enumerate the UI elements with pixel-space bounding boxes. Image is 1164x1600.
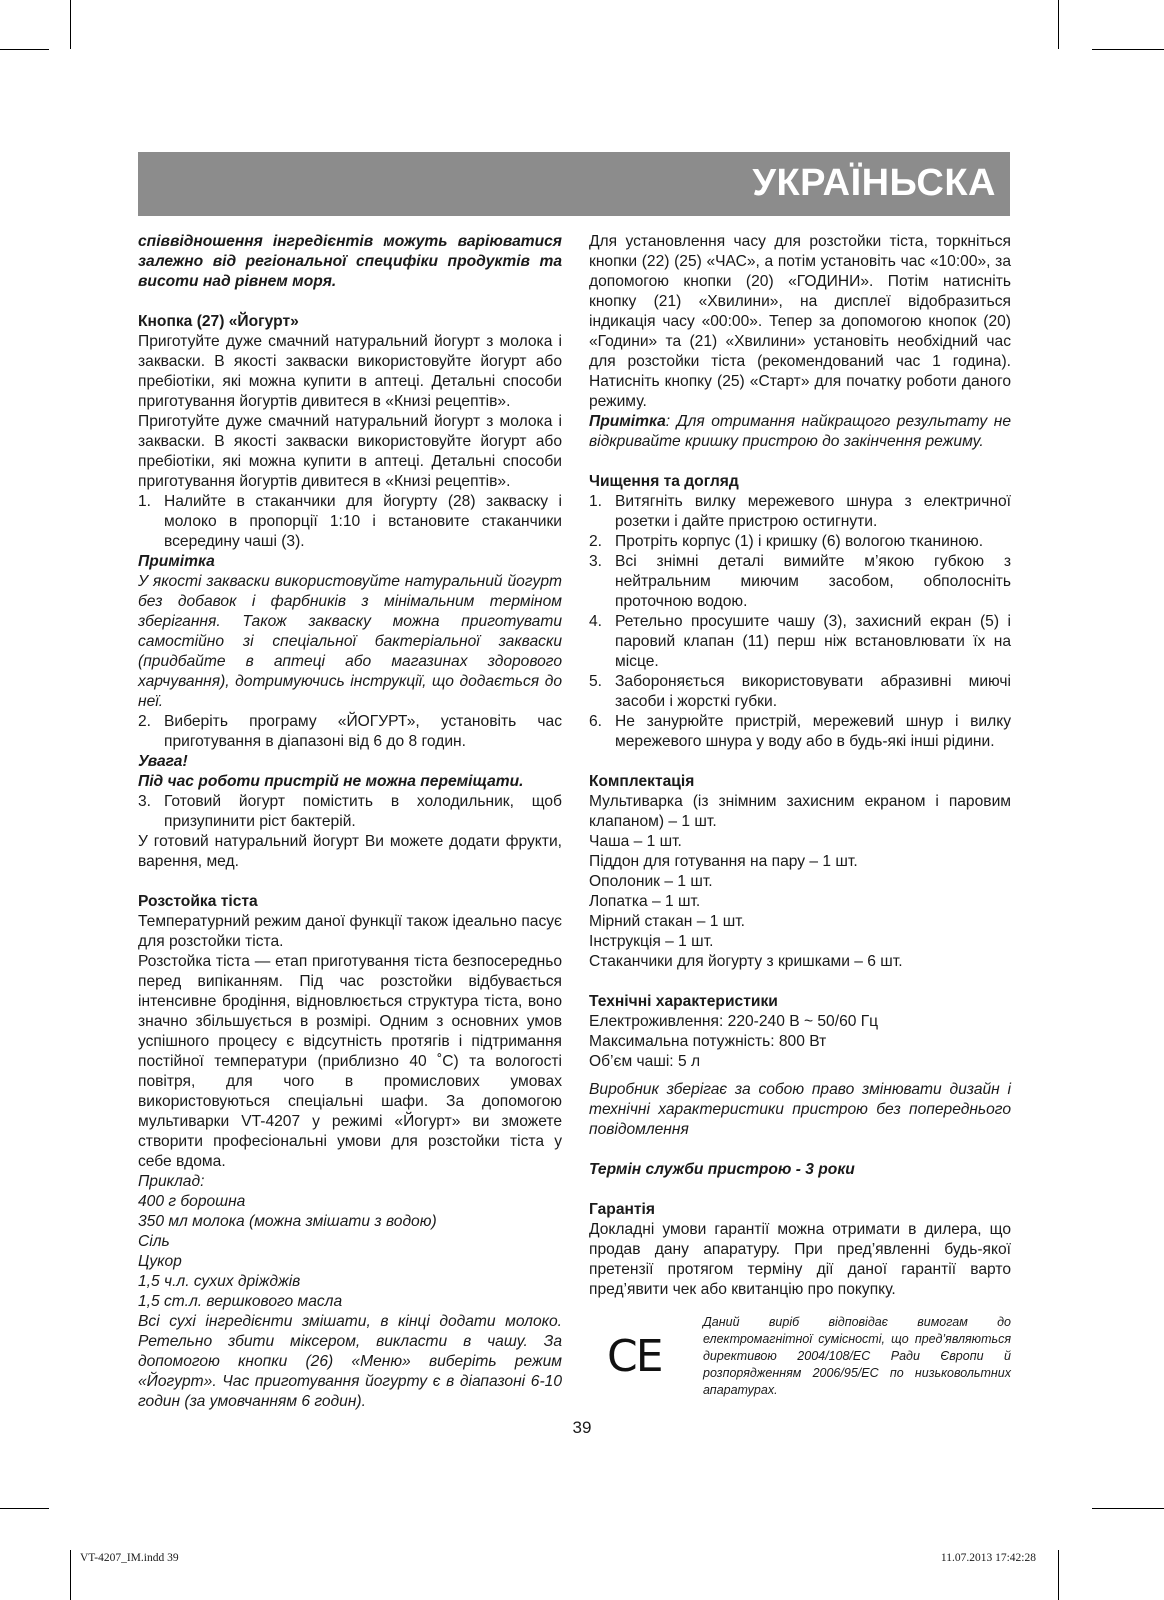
recipe-list <box>138 1172 562 1412</box>
recipe-line: Приклад: <box>138 1173 205 1190</box>
recipe-line: 1,5 ст.л. вершкового масла <box>138 1293 343 1310</box>
crop-mark <box>1092 1508 1164 1509</box>
spec-heading: Технічні характеристики <box>589 993 778 1010</box>
warning-heading: Увага! <box>138 753 188 770</box>
crop-mark <box>0 49 49 50</box>
language-title: УКРАЇНЬСКА <box>752 162 996 204</box>
footer-file: VT-4207_IM.indd 39 <box>80 1552 179 1564</box>
kit-item: Чаша – 1 шт. <box>589 833 682 850</box>
crop-mark <box>1058 0 1059 49</box>
kit-list <box>589 792 1011 972</box>
yogurt-paragraph: Приготуйте дуже смачний натуральний йогурт з молока і закваски. В якості закваски використовуйте йогурт або пребіотіки, які можна купити в аптеці. Детальні способи приготування йогуртів дивитеся в «Книзі рецептів». <box>138 333 562 410</box>
kit-item: Лопатка – 1 шт. <box>589 893 701 910</box>
kit-heading: Комплектація <box>589 773 695 790</box>
note2-text: Примітка: Для отримання найкращого результату не відкривайте кришку пристрою до закінчення режиму. <box>589 413 1011 450</box>
note-heading: Примітка <box>138 553 215 570</box>
crop-mark <box>70 1550 71 1600</box>
list-item: 1. Витягніть вилку мережевого шнура з електричної розетки і дайте пристрою остигнути. <box>589 493 1011 530</box>
kit-item: Піддон для готування на пару – 1 шт. <box>589 853 858 870</box>
recipe-line: 1,5 ч.л. сухих дріжджів <box>138 1273 301 1290</box>
spec-item: Електроживлення: 220-240 В ~ 50/60 Гц <box>589 1013 879 1030</box>
crop-mark <box>0 1508 49 1509</box>
recipe-line: 400 г борошна <box>138 1193 246 1210</box>
recipe-line: 350 мл молока (можна змішати з водою) <box>138 1213 437 1230</box>
page-number: 39 <box>572 1418 592 1437</box>
intro-text: співвідношення інгредієнтів можуть варіюватися залежно від регіональної специфіки продуктів та висоти над рівнем моря. <box>138 233 562 290</box>
list-item: 4. Ретельно просушите чашу (3), захисний екран (5) і паровий клапан (11) перш ніж встановлювати їх на місце. <box>589 613 1011 670</box>
crop-mark <box>1058 1550 1059 1600</box>
list-item: 1. Налийте в стаканчики для йогурту (28) закваску і молоко в пропорції 1:10 і встановите стаканчики всередину чаші (3). <box>138 493 562 550</box>
care-list <box>589 492 1011 752</box>
ce-text: Даний виріб відповідає вимогам до електромагнітної сумісності, що пред’являються директивою 2004/108/ЕС Ради Європи й розпорядженням 2006/95/ЕС по низьковольтних апаратурах. <box>703 1315 1011 1397</box>
spec-item: Об’єм чаші: 5 л <box>589 1053 701 1070</box>
recipe-text: Всі сухі інгредієнти змішати, в кінці додати молоко. Ретельно збити міксером, викласти в чашу. За допомогою кнопки (26) «Меню» виберіть режим «Йогурт». Час приготування йогурту є в діапазоні 6-10 годин (за умовчанням 6 годин). <box>138 1313 562 1410</box>
kit-item: Стаканчики для йогурту з кришками – 6 шт. <box>589 953 903 970</box>
recipe-line: Сіль <box>138 1233 170 1250</box>
kit-item: Мультиварка (із знімним захисним екраном і паровим клапаном) – 1 шт. <box>589 793 1011 830</box>
yogurt-end-text: У готовий натуральний йогурт Ви можете додати фрукти, варення, мед. <box>138 833 562 870</box>
yogurt-paragraph: Приготуйте дуже смачний натуральний йогурт з молока і закваски. В якості закваски використовуйте йогурт або пребіотіки, які можна купити в аптеці. Детальні способи приготування йогуртів дивитеся в «Книзі рецептів». <box>138 413 562 490</box>
proof-heading: Розстойка тіста <box>138 893 258 910</box>
proof-time-text: Для установлення часу для розстойки тіста, торкніться кнопки (22) (25) «ЧАС», а потім установіть час «10:00», за допомогою кнопки (20) «ГОДИНИ». Потім натисніть кнопку (21) «Хвилини», на дисплеї відобразиться індикація часу «00:00». Тепер за допомогою кнопок (20) «Години» та (21) «Хвилини» установіть необхідний час для розстойки тіста (рекомендований час 1 година). Натисніть кнопку (25) «Старт» для початку роботи даного режиму. <box>589 233 1011 410</box>
right-column <box>589 232 1011 1399</box>
kit-item: Мірний стакан – 1 шт. <box>589 913 745 930</box>
care-heading: Чищення та догляд <box>589 473 739 490</box>
proof-paragraph: Температурний режим даної функції також ідеально пасує для розстойки тіста. <box>138 913 562 950</box>
warranty-text: Докладні умови гарантії можна отримати в дилера, що продав дану апаратуру. При пред’явленні будь-якої претензії протягом терміну дії даної гарантії варто пред’явити чек або квитанцію про покупку. <box>589 1221 1011 1298</box>
language-banner <box>138 152 1010 216</box>
warning-text: Під час роботи пристрій не можна переміщати. <box>138 773 524 790</box>
list-item: 2. Виберіть програму «ЙОГУРТ», установіть час приготування в діапазоні від 6 до 8 годин. <box>138 713 562 750</box>
list-item: 2. Протріть корпус (1) і кришку (6) вологою тканиною. <box>589 533 984 550</box>
yogurt-heading: Кнопка (27) «Йогурт» <box>138 313 299 330</box>
warranty-heading: Гарантія <box>589 1201 655 1218</box>
crop-mark <box>1092 49 1164 50</box>
ce-mark-icon: CE <box>607 1330 662 1382</box>
yogurt-steps <box>138 492 562 552</box>
footer-timestamp: 11.07.2013 17:42:28 <box>940 1552 1036 1564</box>
spec-item: Максимальна потужність: 800 Вт <box>589 1033 827 1050</box>
left-column <box>138 232 562 1412</box>
recipe-line: Цукор <box>138 1253 182 1270</box>
crop-mark <box>70 0 71 49</box>
list-item: 6. Не занурюйте пристрій, мережевий шнур і вилку мережевого шнура у воду або в будь-які інші рідини. <box>589 713 1011 750</box>
kit-item: Інструкція – 1 шт. <box>589 933 714 950</box>
note-text: У якості закваски використовуйте натуральний йогурт без добавок і фарбників з мінімальним терміном зберігання. Також закваску можна приготувати самостійно зі спеціальної бактеріальної закваски (придбайте в аптеці або магазинах здорового харчування), дотримуючись інструкції, що додається до неї. <box>138 573 562 710</box>
service-life: Термін служби пристрою - 3 роки <box>589 1161 855 1178</box>
list-item: 3. Всі знімні деталі вимийте м’якою губкою з нейтральним миючим засобом, обполосніть проточною водою. <box>589 553 1011 610</box>
list-item: 5. Забороняється використовувати абразивні миючі засоби і жорсткі губки. <box>589 673 1011 710</box>
kit-item: Ополоник – 1 шт. <box>589 873 713 890</box>
ce-compliance <box>589 1314 1011 1399</box>
manufacturer-note: Виробник зберігає за собою право змінювати дизайн і технічні характеристики пристрою без попереднього повідомлення <box>589 1081 1011 1138</box>
proof-paragraph: Розстойка тіста — етап приготування тіста безпосередньо перед випіканням. Під час розстойки відбувається інтенсивне бродіння, відновлюється структура тіста, воно значно збільшується в розмірі. Одним з основних умов успішного процесу є відсутність протягів і підтримання постійної температури (приблизно 40 ˚C) та вологості повітря, для чого в промислових умовах використовуються спеціальні шафи. За допомогою мультиварки VT-4207 у режимі «Йогурт» ви зможете створити професіональні умови для розстойки тіста у себе вдома. <box>138 953 562 1170</box>
list-item: 3. Готовий йогурт помістить в холодильник, щоб призупинити ріст бактерій. <box>138 793 562 830</box>
